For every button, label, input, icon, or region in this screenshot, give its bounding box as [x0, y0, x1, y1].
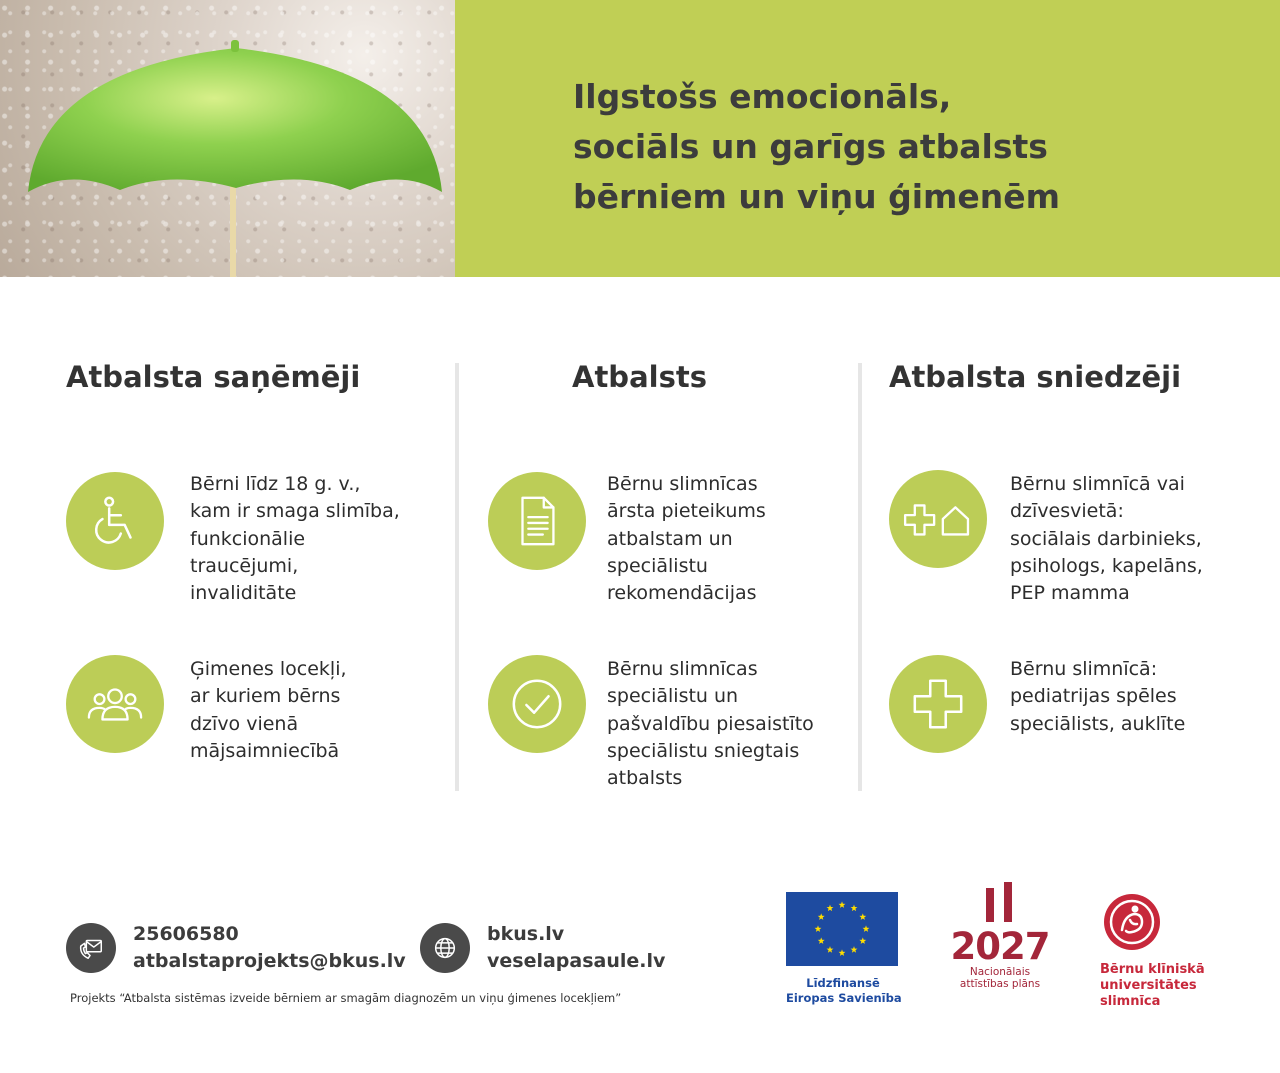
text-line: speciālistu un: [607, 685, 739, 708]
text-line: atbalsts: [607, 767, 683, 790]
title-line: Ilgstošs emocionāls,: [573, 77, 952, 116]
heading-providers: Atbalsta sniedzēji: [889, 360, 1182, 394]
eu-caption: Eiropas Savienība: [786, 991, 902, 1005]
column-divider: [455, 363, 459, 791]
phone-email-icon: [66, 923, 116, 973]
eu-star: [818, 937, 825, 944]
hospital-home-icon: [889, 470, 987, 568]
eu-star: [851, 946, 858, 953]
recipient-family-text: [190, 656, 347, 765]
text-line: dzīvo vienā: [190, 712, 299, 735]
eu-star: [818, 913, 825, 920]
bkus-emblem: [1102, 892, 1162, 952]
eu-star: [859, 937, 866, 944]
bkus-logo: [1100, 892, 1230, 1010]
text-line: Bērnu slimnīcā:: [1010, 658, 1158, 680]
document-icon: [488, 472, 586, 570]
eu-star: [815, 925, 822, 932]
umbrella-illustration: [0, 0, 455, 277]
globe-icon: [420, 923, 470, 973]
umbrella-photo: [0, 0, 455, 277]
text-line: psihologs, kapelāns,: [1010, 554, 1203, 577]
text-line: Bērnu slimnīcas: [607, 658, 758, 680]
eu-logo: [786, 892, 900, 1006]
text-line: invaliditāte: [190, 582, 297, 605]
title-panel: [455, 0, 1280, 277]
heading-support: Atbalsts: [572, 360, 707, 394]
text-line: rekomendācijas: [607, 582, 757, 605]
heading-recipients: Atbalsta saņēmēji: [66, 360, 361, 394]
email-link[interactable]: atbalstaprojekts@bkus.lv: [133, 950, 406, 972]
eu-star: [859, 913, 866, 920]
eu-flag: [786, 892, 898, 966]
text-line: PEP mamma: [1010, 582, 1130, 605]
text-line: pediatrijas spēles: [1010, 685, 1177, 708]
project-caption: Projekts “Atbalsta sistēmas izveide bērniem ar smagām diagnozēm un viņu ģimenes locekļiem”: [70, 991, 622, 1005]
text-line: Bērnu slimnīcas: [607, 473, 758, 495]
contact-websites: [487, 921, 665, 975]
column-divider: [858, 363, 862, 791]
provider-team-text: [1010, 471, 1203, 607]
text-line: mājsaimniecībā: [190, 739, 340, 762]
text-line: pašvaldību piesaistīto: [607, 712, 814, 735]
nap-caption: Nacionālais: [969, 966, 1031, 978]
text-line: funkcionālie: [190, 527, 306, 550]
text-line: atbalstam un: [607, 527, 733, 550]
title-line: sociāls un garīgs atbalsts: [573, 127, 1048, 166]
nap-year: 2027: [950, 925, 1050, 968]
bkus-caption: Bērnu klīniskā: [1100, 962, 1205, 977]
text-line: traucējumi,: [190, 554, 299, 577]
text-line: Bērni līdz 18 g. v.,: [190, 473, 361, 495]
nap-bars-mark: [980, 882, 1020, 922]
recipient-children-text: [190, 471, 400, 607]
website-link[interactable]: veselapasaule.lv: [487, 950, 666, 972]
text-line: speciālistu: [607, 554, 708, 577]
medical-cross-icon: [889, 655, 987, 753]
bkus-caption: slimnīca: [1100, 994, 1161, 1009]
text-line: Bērnu slimnīcā vai: [1010, 473, 1185, 495]
provider-play-text: [1010, 656, 1185, 738]
eu-caption: Līdzfinansē: [806, 976, 880, 990]
wheelchair-icon: [66, 472, 164, 570]
text-line: Ģimenes locekļi,: [190, 658, 347, 680]
text-line: speciālists, auklīte: [1010, 712, 1186, 735]
title-line: bērniem un viņu ģimenēm: [573, 177, 1061, 216]
eu-star: [827, 946, 834, 953]
text-line: speciālistu sniegtais: [607, 739, 800, 762]
family-icon: [66, 655, 164, 753]
bkus-caption: universitātes: [1100, 978, 1197, 993]
nap-logo: [948, 882, 1052, 990]
text-line: kam ir smaga slimība,: [190, 500, 400, 523]
nap-caption: attīstības plāns: [959, 978, 1041, 990]
checkmark-icon: [488, 655, 586, 753]
eu-star: [863, 925, 870, 932]
support-referral-text: [607, 471, 766, 607]
page-title: [573, 72, 1060, 222]
text-line: dzīvesvietā:: [1010, 500, 1124, 523]
eu-star: [839, 949, 846, 956]
eu-stars: [786, 892, 898, 966]
contact-phone-email: [133, 921, 406, 975]
eu-star: [839, 901, 846, 908]
text-line: sociālais darbinieks,: [1010, 527, 1202, 550]
support-specialists-text: [607, 656, 814, 792]
eu-star: [827, 905, 834, 912]
website-link[interactable]: bkus.lv: [487, 923, 565, 945]
phone-link[interactable]: 25606580: [133, 923, 239, 945]
text-line: ārsta pieteikums: [607, 500, 766, 523]
eu-star: [851, 905, 858, 912]
text-line: ar kuriem bērns: [190, 685, 341, 708]
